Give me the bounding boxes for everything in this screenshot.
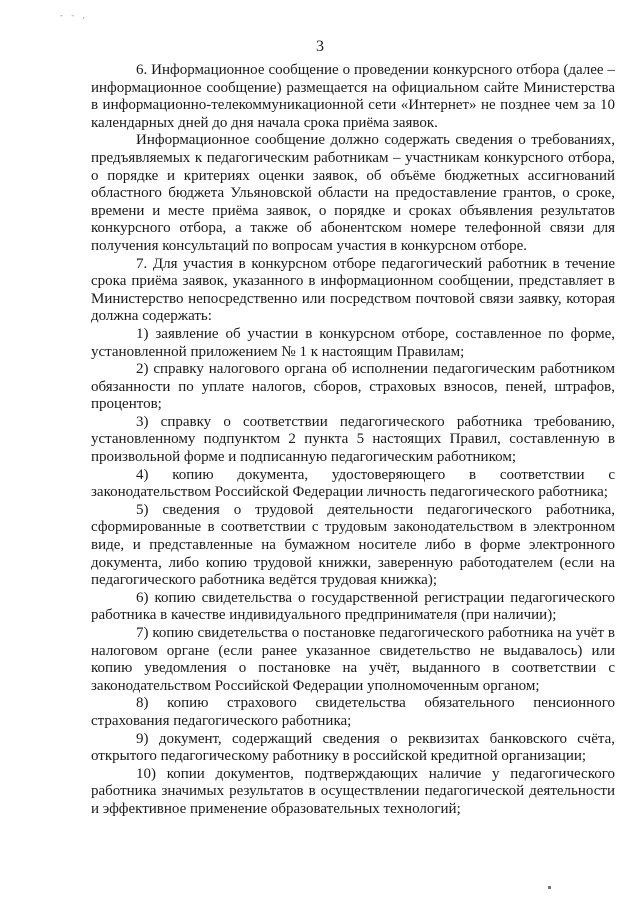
list-item-10: 10) копии документов, подтверждающих наличие у педагогического работника значимых результатов в осуществлении педагогической деятельности и эффективное применение образовательных технологий; <box>91 765 615 817</box>
document-body <box>91 62 615 819</box>
list-item-2: 2) справку налогового органа об исполнении педагогическим работником обязанности по уплате налогов, сборов, страховых взносов, пеней, штрафов, процентов; <box>91 361 615 413</box>
paragraph-6: 6. Информационное сообщение о проведении конкурсного отбора (далее – информационное сообщение) размещается на официальном сайте Министерства в информационно-телекоммуникационной сети «Интернет» не позднее чем за 10 календарных дней до дня начала срока приёма заявок. <box>91 62 615 131</box>
list-item-7: 7) копию свидетельства о постановке педагогического работника на учёт в налоговом органе (если ранее указанное свидетельство не выдавалось) или копию уведомления о постановке на учёт, выданного в соответствии с законодательством Российской Федерации уполномоченным органом; <box>91 625 615 694</box>
paragraph-7: 7. Для участия в конкурсном отборе педагогический работник в течение срока приёма заявок, указанного в информационном сообщении, представляет в Министерство непосредственно или посредством почтовой связи заявку, которая должна содержать: <box>91 255 615 325</box>
list-item-1: 1) заявление об участии в конкурсном отборе, составленное по форме, установленной приложением № 1 к настоящим Правилам; <box>91 325 615 360</box>
list-item-8: 8) копию страхового свидетельства обязательного пенсионного страхования педагогического работника; <box>91 695 615 729</box>
list-item-4: 4) копию документа, удостоверяющего в соответствии с законодательством Российской Федерации личность педагогического работника; <box>91 466 615 501</box>
scan-speck <box>548 886 551 889</box>
paragraph-info-message-content: Информационное сообщение должно содержать сведения о требованиях, предъявляемых к педагогическим работникам – участникам конкурсного отбора, о порядке и критериях оценки заявок, об объёме бюджетных ассигнований областного бюджета Ульяновской области на предоставление грантов, о сроке, времени и месте приёма заявок, о порядке и сроках объявления результатов конкурсного отбора, а также об абонентском номере телефонной связи для получения консультаций по вопросам участия в конкурсном отборе. <box>91 132 615 254</box>
list-item-3: 3) справку о соответствии педагогического работника требованию, установленному подпунктом 2 пункта 5 настоящих Правил, составленную в произвольной форме и подписанную педагогическим работником; <box>91 413 615 466</box>
page-number: 3 <box>316 38 324 55</box>
scan-corner-mark: - - , <box>60 10 88 20</box>
list-item-9: 9) документ, содержащий сведения о реквизитах банковского счёта, открытого педагогическому работнику в российской кредитной организации; <box>91 730 615 765</box>
list-item-6: 6) копию свидетельства о государственной регистрации педагогического работника в качестве индивидуального предпринимателя (при наличии); <box>91 589 615 624</box>
list-item-5: 5) сведения о трудовой деятельности педагогического работника, сформированные в соответствии с трудовым законодательством в электронном виде, и представленные на бумажном носителе либо в форме электронного документа, либо копию трудовой книжки, заверенную работодателем (если на педагогического работника ведётся трудовая книжка); <box>91 501 615 589</box>
